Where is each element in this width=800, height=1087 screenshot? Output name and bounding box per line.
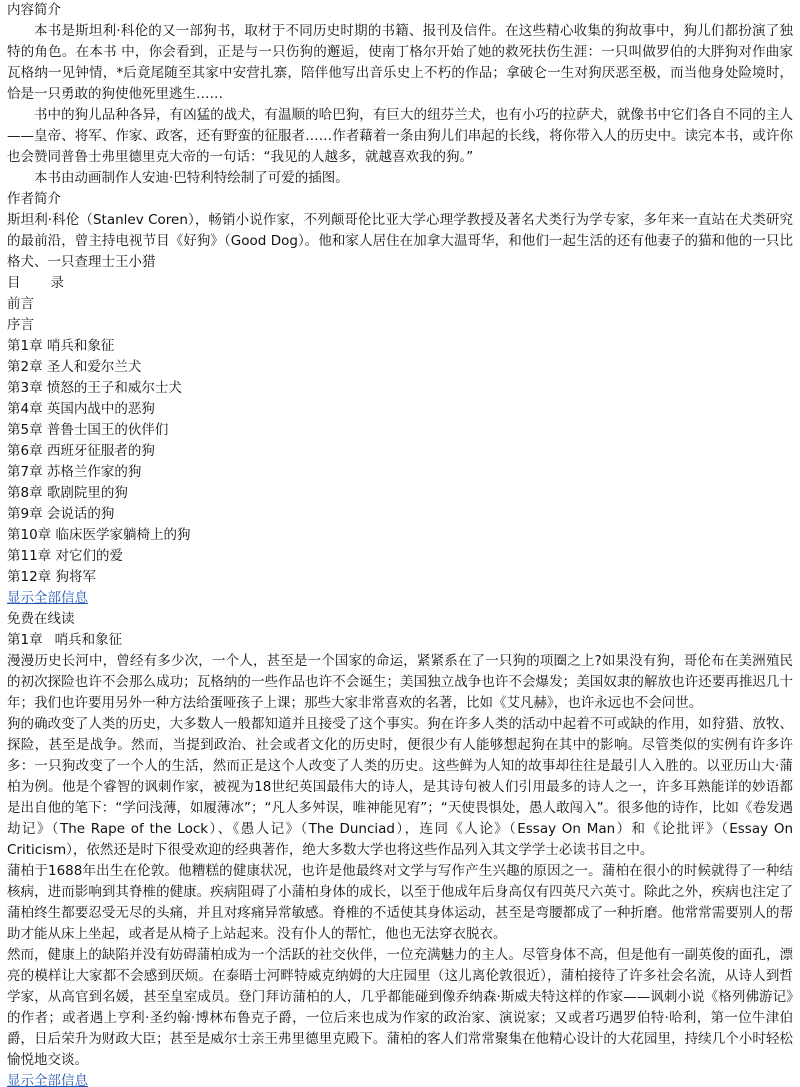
toc-list	[7, 294, 793, 588]
author-heading: 作者简介	[7, 191, 61, 207]
toc-item: 第3章 愤怒的王子和威尔士犬	[7, 380, 182, 396]
intro-paragraph: 本书由动画制作人安迪·巴特利特绘制了可爱的插图。	[34, 170, 349, 186]
intro-paragraph: 书中的狗儿品种各异，有凶猛的战犬，有温顺的哈巴狗，有巨大的纽芬兰犬，也有小巧的拉萨犬，就像书中它们各自不同的主人——皇帝、将军、作家、政客，还有野蛮的征服者……作者藉着一条由狗儿们串起的长线，将你带入人的历史中。读完本书，或许你也会赞同普鲁士弗里德里克大帝的一句话：“我见的人越多，就越喜欢我的狗。”	[7, 107, 793, 165]
toc-item: 第4章 英国内战中的恶狗	[7, 401, 155, 417]
intro-paragraph: 本书是斯坦利·科伦的又一部狗书，取材于不同历史时期的书籍、报刊及信件。在这些精心收集的狗故事中，狗儿们都扮演了独特的角色。在本书 中，你会看到，正是与一只伤狗的邂逅，使南丁格尔开始了她的救死扶伤生涯：一只叫做罗伯的大胖狗对作曲家瓦格纳一见钟情，*后竟尾随至其家中安营扎寨，陪伴他写出音乐史上不朽的作品；拿破仑一生对狗厌恶至极，而当他身处险境时，恰是一只勇敢的狗使他死里逃生……	[7, 23, 793, 102]
chapter-number: 第1章	[7, 632, 43, 648]
chapter-title: 哨兵和象征	[54, 632, 123, 648]
toc-item: 第7章 苏格兰作家的狗	[7, 464, 142, 480]
toc-item: 第1章 哨兵和象征	[7, 338, 115, 354]
chapter-heading	[7, 630, 793, 651]
toc-heading-char: 录	[50, 275, 64, 291]
toc-item: 第12章 狗将军	[7, 569, 96, 585]
toc-item: 前言	[7, 296, 34, 312]
chapter-paragraph: 蒲柏于1688年出生在伦敦。他糟糕的健康状况，也许是他最终对文学与写作产生兴趣的原因之一。蒲柏在很小的时候就得了一种结核病，进而影响到其脊椎的健康。疾病阻碍了小蒲柏身体的成长，以至于他成年后身高仅有四英尺六英寸。除此之外，疾病也注定了蒲柏终生都要忍受无尽的头痛，并且对疼痛异常敏感。脊椎的不适使其身体运动，甚至是弯腰都成了一种折磨。他常常需要别人的帮助才能从床上坐起，或者是从椅子上站起来。没有仆人的帮忙，他也无法穿衣脱衣。	[7, 863, 793, 942]
toc-item: 第5章 普鲁士国王的伙伴们	[7, 422, 169, 438]
toc-item: 序言	[7, 317, 34, 333]
toc-item: 第8章 歌剧院里的狗	[7, 485, 128, 501]
intro-heading: 内容简介	[7, 2, 61, 18]
show-all-info-link-bottom[interactable]: 显示全部信息	[7, 1073, 88, 1087]
chapter-paragraph: 漫漫历史长河中，曾经有多少次，一个人，甚至是一个国家的命运，紧紧系在了一只狗的项圈之上?如果没有狗，哥伦布在美洲殖民的初次探险也许不会那么成功；瓦格纳的一些作品也许不会诞生；美国独立战争也许不会爆发；美国奴隶的解放也许还要再推迟几十年；我们也许要用另外一种方法给蛋哑孩子上课；那些大家非常喜欢的名著，比如《艾凡赫》，也许永远也不会问世。	[7, 653, 793, 711]
author-paragraph: 斯坦利·科伦（Stanlev Coren），畅销小说作家，不列颠哥伦比亚大学心理学教授及著名犬类行为学专家，多年来一直站在犬类研究的最前沿，曾主持电视节目《好狗》（Good Dog）。他和家人居住在加拿大温哥华，和他们一起生活的还有他妻子的猫和他的一只比格犬、一只查理士王小猎	[7, 212, 793, 270]
toc-item: 第6章 西班牙征服者的狗	[7, 443, 155, 459]
chapter-paragraph: 然而，健康上的缺陷并没有妨碍蒲柏成为一个活跃的社交伙伴，一位充满魅力的主人。尽管身体不高，但是他有一副英俊的面孔，漂亮的模样让大家都不会感到厌烦。在泰晤士河畔特威克纳姆的大庄园里（这儿离伦敦很近），蒲柏接待了许多社会名流，从诗人到哲学家，从高官到名媛，甚至皇室成员。登门拜访蒲柏的人，几乎都能碰到像乔纳森·斯威夫特这样的作家——讽刺小说《格列佛游记》的作者；或者遇上亨利·圣约翰·博林布鲁克子爵，一位后来也成为作家的政治家、演说家；又或者巧遇罗伯特·哈利，第一位牛津伯爵，日后荣升为财政大臣；甚至是威尔士亲王弗里德里克殿下。蒲柏的客人们常常聚集在他精心设计的大花园里，持续几个小时轻松愉悦地交谈。	[7, 947, 793, 1068]
toc-item: 第10章 临床医学家躺椅上的狗	[7, 527, 191, 543]
toc-item: 第11章 对它们的爱	[7, 548, 123, 564]
toc-heading	[7, 273, 793, 294]
show-all-info-link[interactable]: 显示全部信息	[7, 590, 88, 606]
free-read-heading: 免费在线读	[7, 611, 75, 627]
toc-item: 第2章 圣人和爱尔兰犬	[7, 359, 142, 375]
chapter-paragraph: 狗的确改变了人类的历史，大多数人一般都知道并且接受了这个事实。狗在许多人类的活动中起着不可或缺的作用，如狩猎、放牧、探险，甚至是战争。然而，当提到政治、社会或者文化的历史时，便很少有人能够想起狗在其中的影响。尽管类似的实例有许多许多：一只狗改变了一个人的生活，然而正是这个人改变了人类的历史。这些鲜为人知的故事却往往是最引人入胜的。以亚历山大·蒲柏为例。他是个睿智的讽刺作家，被视为18世纪英国最伟大的诗人，是其诗句被人们引用最多的诗人之一，许多耳熟能详的妙语都是出自他的笔下：“学问浅薄，如履薄冰”；“凡人多舛误，唯神能见宥”；“天使畏惧处，愚人敢闯入”。很多他的诗作，比如《卷发遇劫记》（The Rape of the Lock）、《愚人记》（The Dunciad），连同《人论》（Essay On Man）和《论批评》（Essay On Criticism），依然还是时下很受欢迎的经典著作，绝大多数大学也将这些作品列入其文学学士必读书目之中。	[7, 716, 793, 858]
toc-heading-char: 目	[7, 275, 21, 291]
toc-item: 第9章 会说话的狗	[7, 506, 115, 522]
